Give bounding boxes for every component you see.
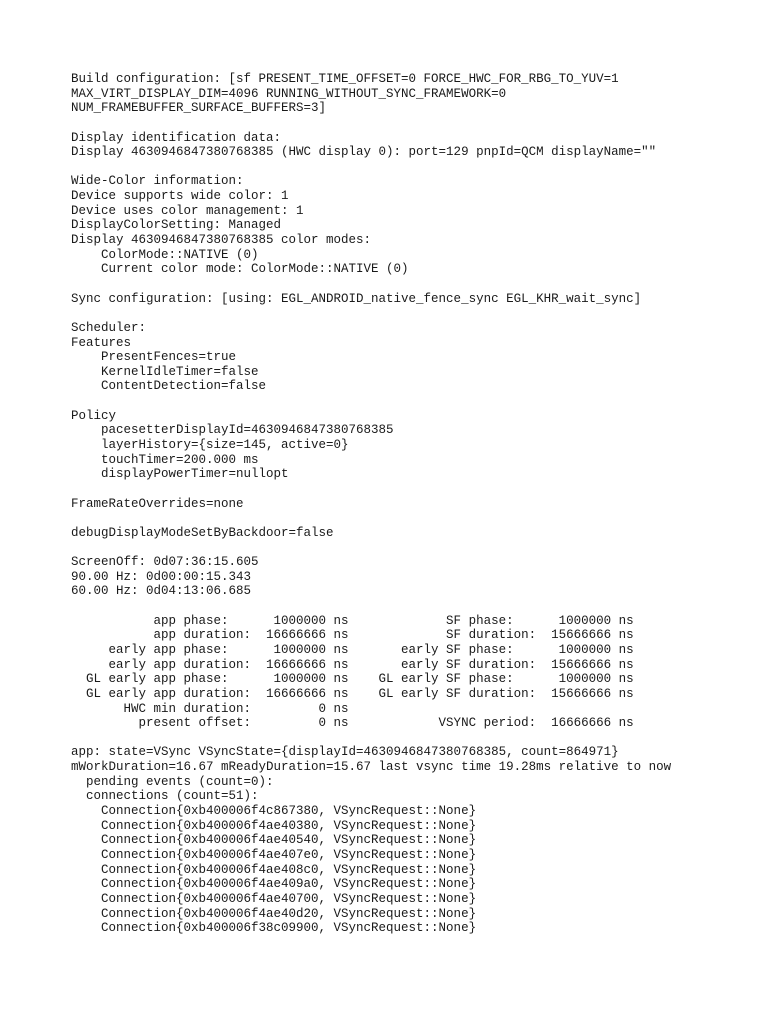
dump-line: GL early app duration: 16666666 ns GL early SF duration: 15666666 ns: [71, 686, 634, 701]
dump-line: touchTimer=200.000 ms: [71, 452, 259, 467]
dump-line: Connection{0xb400006f4ae40380, VSyncRequest::None}: [71, 818, 477, 833]
dump-line: layerHistory={size=145, active=0}: [71, 438, 349, 453]
dump-line: debugDisplayModeSetByBackdoor=false: [71, 525, 334, 540]
dump-line: ColorMode::NATIVE (0): [71, 247, 259, 262]
dump-line: [71, 511, 761, 526]
dump-line: GL early app phase: 1000000 ns GL early SF phase: 1000000 ns: [71, 672, 634, 687]
dump-line: pending events (count=0):: [71, 774, 274, 789]
dump-line: KernelIdleTimer=false: [71, 364, 259, 379]
dump-line: Build configuration: [sf PRESENT_TIME_OFFSET=0 FORCE_HWC_FOR_RBG_TO_YUV=1: [71, 72, 619, 86]
dump-line: early app duration: 16666666 ns early SF duration: 15666666 ns: [71, 657, 634, 672]
dump-line: present offset: 0 ns VSYNC period: 16666666 ns: [71, 716, 634, 731]
dump-line: Wide-Color information:: [71, 174, 244, 189]
dump-line: NUM_FRAMEBUFFER_SURFACE_BUFFERS=3]: [71, 101, 327, 116]
dump-line: PresentFences=true: [71, 350, 237, 365]
dump-line: Connection{0xb400006f4ae407e0, VSyncRequest::None}: [71, 847, 477, 862]
dump-line: Connection{0xb400006f38c09900, VSyncRequest::None}: [71, 921, 477, 936]
dump-line: displayPowerTimer=nullopt: [71, 467, 289, 482]
dump-line: Connection{0xb400006f4ae40d20, VSyncRequest::None}: [71, 906, 477, 921]
dump-line: Device supports wide color: 1: [71, 189, 289, 204]
dump-line: ScreenOff: 0d07:36:15.605: [71, 555, 259, 570]
dump-line: Display 4630946847380768385 (HWC display 0): port=129 pnpId=QCM displayName="": [71, 145, 657, 160]
dump-line: Device uses color management: 1: [71, 203, 304, 218]
dump-line: Scheduler:: [71, 320, 147, 335]
dump-line: ContentDetection=false: [71, 379, 267, 394]
dump-line: 90.00 Hz: 0d00:00:15.343: [71, 569, 252, 584]
dump-line: Connection{0xb400006f4ae40540, VSyncRequest::None}: [71, 833, 477, 848]
dump-line: HWC min duration: 0 ns: [71, 701, 349, 716]
dump-line: Connection{0xb400006f4ae40700, VSyncRequest::None}: [71, 891, 477, 906]
dump-line: [71, 482, 761, 497]
dump-line: app: state=VSync VSyncState={displayId=4630946847380768385, count=864971}: [71, 745, 619, 760]
surfaceflinger-dump-text: [71, 72, 761, 936]
dump-line: Features: [71, 335, 132, 350]
dump-line: 60.00 Hz: 0d04:13:06.685: [71, 584, 252, 599]
dump-line: Connection{0xb400006f4ae408c0, VSyncRequest::None}: [71, 862, 477, 877]
dump-line: Display 4630946847380768385 color modes:: [71, 233, 372, 248]
dump-line: Sync configuration: [using: EGL_ANDROID_native_fence_sync EGL_KHR_wait_sync]: [71, 291, 642, 306]
dump-line: pacesetterDisplayId=4630946847380768385: [71, 423, 394, 438]
dump-line: [71, 599, 761, 614]
dump-line: [71, 160, 761, 175]
dump-line: FrameRateOverrides=none: [71, 496, 244, 511]
dump-line: [71, 306, 761, 321]
dump-line: [71, 731, 761, 746]
dump-line: [71, 394, 761, 409]
dump-line: connections (count=51):: [71, 789, 259, 804]
dump-line: early app phase: 1000000 ns early SF phase: 1000000 ns: [71, 642, 634, 657]
dump-line: app duration: 16666666 ns SF duration: 15666666 ns: [71, 628, 634, 643]
dump-line: Connection{0xb400006f4ae409a0, VSyncRequest::None}: [71, 877, 477, 892]
dump-line: Current color mode: ColorMode::NATIVE (0): [71, 262, 409, 277]
dump-line: DisplayColorSetting: Managed: [71, 218, 282, 233]
dump-line: [71, 277, 761, 292]
dump-line: Display identification data:: [71, 130, 282, 145]
dump-line: mWorkDuration=16.67 mReadyDuration=15.67 last vsync time 19.28ms relative to now: [71, 760, 672, 775]
dump-line: app phase: 1000000 ns SF phase: 1000000 ns: [71, 613, 634, 628]
dump-line: Policy: [71, 408, 117, 423]
dump-line: [71, 541, 761, 556]
dump-line: MAX_VIRT_DISPLAY_DIM=4096 RUNNING_WITHOUT_SYNC_FRAMEWORK=0: [71, 86, 507, 101]
dump-line: [71, 116, 761, 131]
dump-line: Connection{0xb400006f4c867380, VSyncRequest::None}: [71, 804, 477, 819]
